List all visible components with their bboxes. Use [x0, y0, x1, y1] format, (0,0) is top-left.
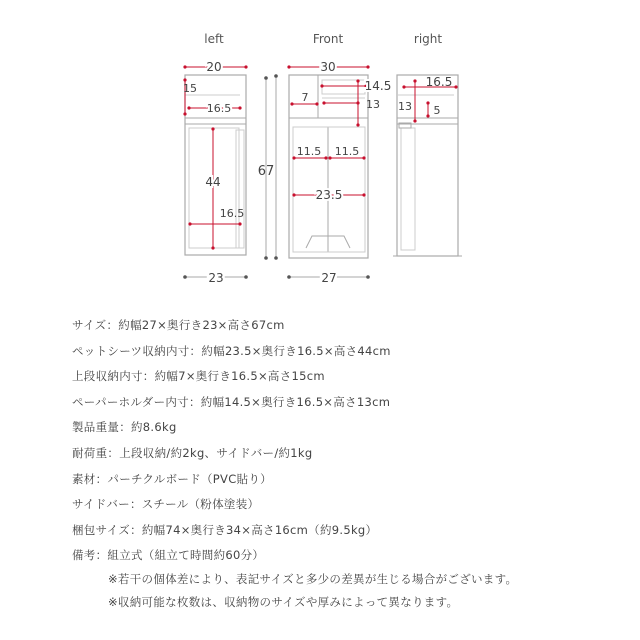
front-view [258, 32, 392, 285]
right-16-5-label: 16.5 [425, 75, 453, 89]
left-view-title: left [204, 32, 224, 46]
spec-remarks: 備考：組立式（組立て時間約60分） [72, 548, 265, 563]
left-16-5-top-label: 16.5 [206, 102, 232, 115]
note-storage-capacity: ※収納可能な枚数は、収納物のサイズや厚みによって異なります。 [108, 595, 459, 609]
right-view-title: right [413, 32, 443, 46]
spec-size: サイズ：約幅27×奥行き23×高さ67cm [72, 318, 285, 332]
front-width-top-label: 30 [320, 60, 336, 74]
right-view [393, 32, 462, 256]
spec-material: 素材：パーチクルボード（PVC貼り） [72, 471, 272, 486]
spec-sheet-storage: ペットシーツ収納内寸：約幅23.5×奥行き16.5×高さ44cm [72, 343, 391, 358]
spec-weight: 製品重量：約8.6kg [72, 420, 177, 435]
left-depth-label: 23 [208, 271, 224, 285]
front-23-5-label: 23.5 [315, 188, 343, 202]
left-view [183, 32, 268, 285]
left-16-5-bottom-label: 16.5 [219, 207, 245, 220]
right-13-label: 13 [398, 100, 412, 113]
front-height-label: 67 [257, 164, 275, 179]
left-width-label: 20 [206, 60, 222, 74]
dimension-diagram [0, 0, 640, 300]
front-11-5-right-label: 11.5 [334, 145, 360, 158]
spec-package-size: 梱包サイズ：約幅74×奥行き34×高さ16cm（約9.5kg） [72, 522, 378, 537]
front-14-5-label: 14.5 [364, 79, 392, 93]
note-individual-variance: ※若干の個体差により、表記サイズと多少の差異が生じる場合がございます。 [108, 572, 518, 586]
front-width-bottom-label: 27 [321, 271, 337, 285]
left-15-label: 15 [183, 82, 197, 95]
spec-upper-storage: 上段収納内寸：約幅7×奥行き16.5×高さ15cm [72, 369, 325, 384]
left-44-label: 44 [205, 175, 221, 189]
front-11-5-left-label: 11.5 [296, 145, 322, 158]
note-list [108, 568, 628, 614]
spec-load-capacity: 耐荷重：上段収納/約2kg、サイドバー/約1kg [72, 445, 313, 460]
front-13-label: 13 [366, 98, 380, 111]
front-7-label: 7 [301, 91, 309, 104]
spec-side-bar: サイドバー：スチール（粉体塗装） [72, 497, 260, 512]
right-5-label: 5 [433, 104, 441, 117]
spec-paper-holder: ペーパーホルダー内寸：約幅14.5×奥行き16.5×高さ13cm [72, 394, 391, 409]
front-view-title: Front [312, 32, 344, 46]
dimension-drawing [0, 0, 640, 300]
spec-list [72, 313, 612, 569]
